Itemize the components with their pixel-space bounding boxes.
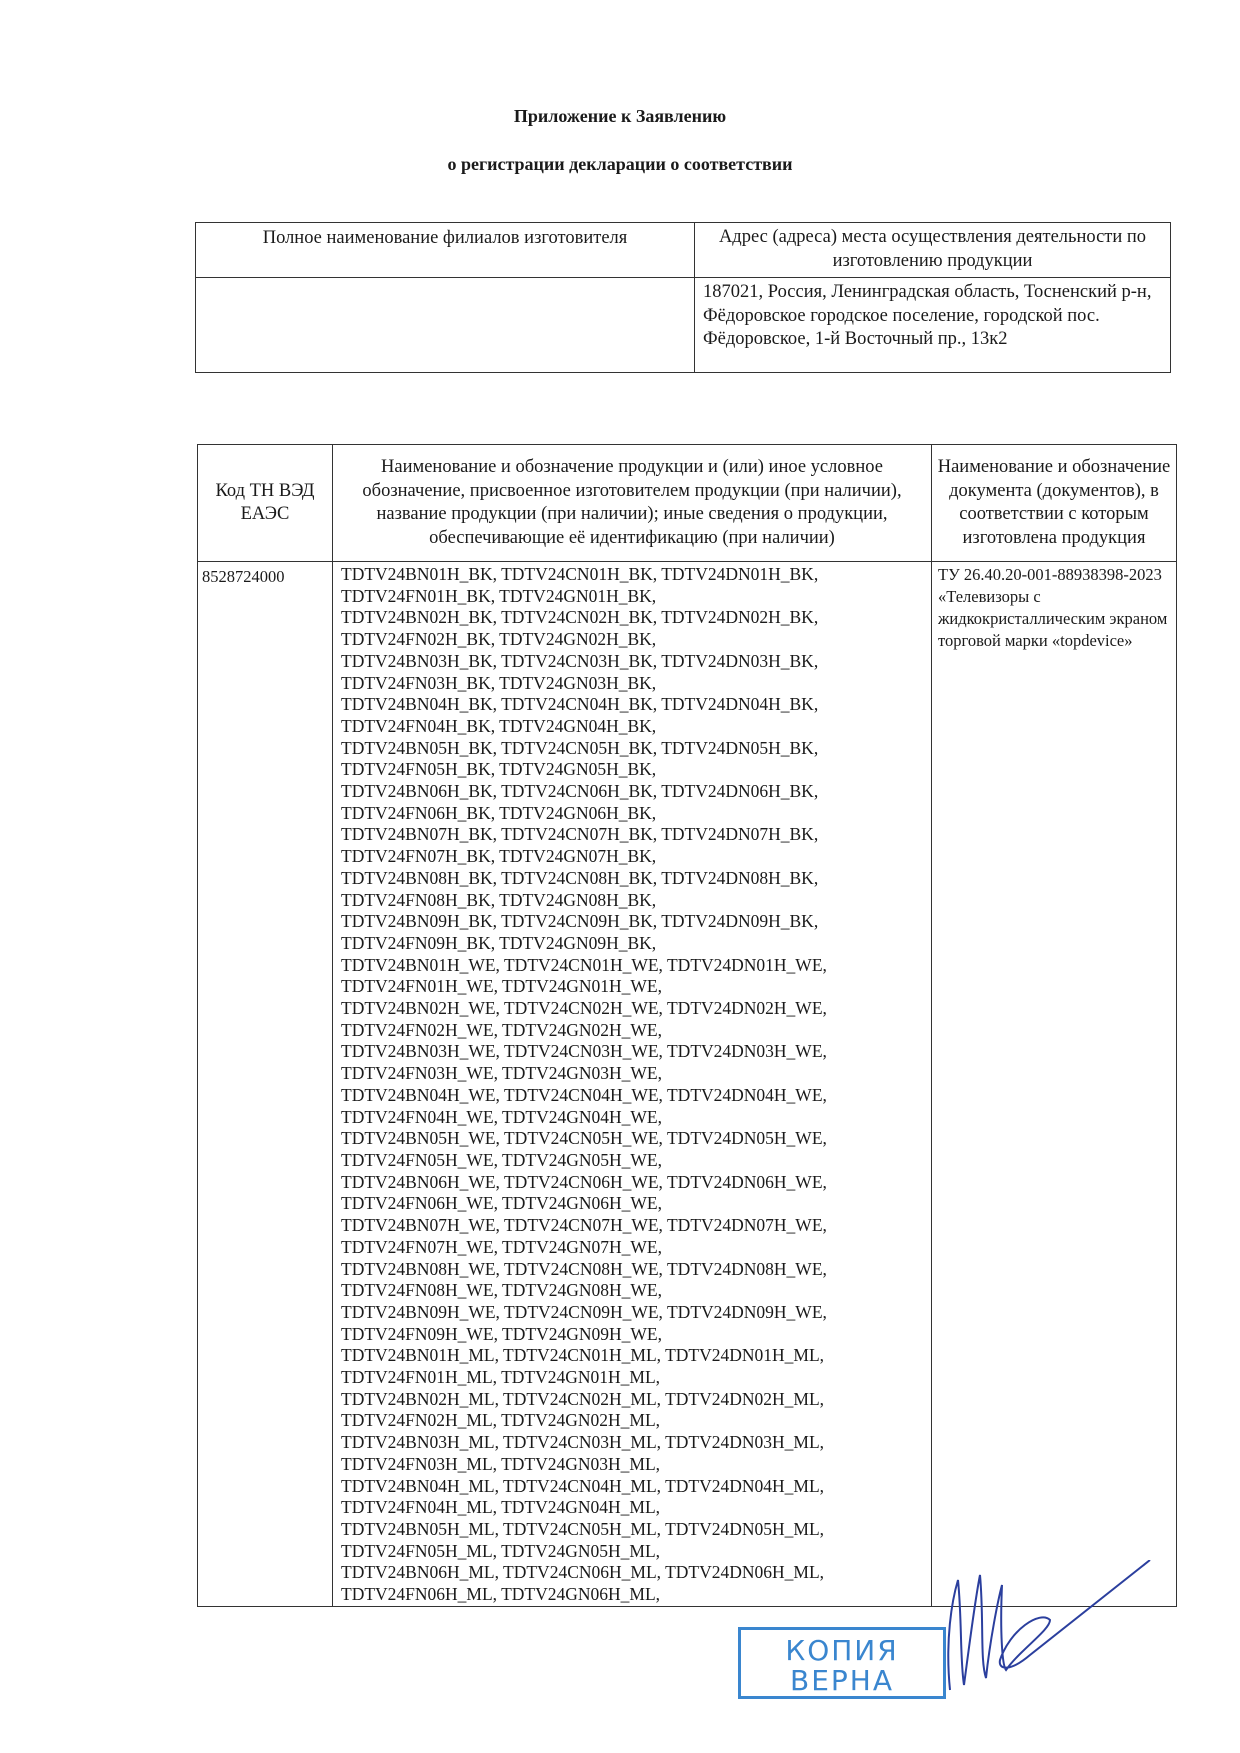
product-name-header: Наименование и обозначение продукции и (или) иное условное обозначение, присвоенное изготовителем продукции (при наличии), название продукции (при наличии); иные сведения о продукции, обеспечивающие её идентификацию (при наличии) [333, 445, 932, 562]
model-line: TDTV24FN04H_BK, TDTV24GN04H_BK, [341, 715, 657, 736]
model-line: TDTV24BN06H_WE, TDTV24CN06H_WE, TDTV24DN06H_WE, [341, 1171, 827, 1192]
model-line: TDTV24BN09H_BK, TDTV24CN09H_BK, TDTV24DN09H_BK, [341, 911, 819, 932]
model-line: TDTV24BN01H_ML, TDTV24CN01H_ML, TDTV24DN01H_ML, [341, 1345, 825, 1366]
model-line: TDTV24FN01H_BK, TDTV24GN01H_BK, [341, 585, 657, 606]
model-line: TDTV24FN09H_WE, TDTV24GN09H_WE, [341, 1323, 662, 1344]
hs-code-header: Код ТН ВЭД ЕАЭС [198, 445, 333, 562]
model-line: TDTV24BN07H_BK, TDTV24CN07H_BK, TDTV24DN07H_BK, [341, 824, 819, 845]
table-row [198, 562, 1177, 1607]
model-line: TDTV24FN02H_BK, TDTV24GN02H_BK, [341, 629, 657, 650]
table-row [196, 278, 1171, 373]
standard-document-cell: ТУ 26.40.20-001-88938398-2023 «Телевизоры с жидкокристаллическим экраном торговой марки «topdevice» [932, 562, 1177, 1607]
address-cell: 187021, Россия, Ленинградская область, Тосненский р-н, Фёдоровское городское поселение, городской пос. Фёдоровское, 1-й Восточный пр., 13к2 [695, 278, 1171, 373]
address-header: Адрес (адреса) места осуществления деятельности по изготовлению продукции [695, 223, 1171, 278]
model-line: TDTV24BN06H_ML, TDTV24CN06H_ML, TDTV24DN06H_ML, [341, 1562, 825, 1583]
model-line: TDTV24BN04H_WE, TDTV24CN04H_WE, TDTV24DN04H_WE, [341, 1084, 827, 1105]
copy-certified-stamp [738, 1627, 946, 1699]
model-line: TDTV24BN01H_BK, TDTV24CN01H_BK, TDTV24DN01H_BK, [341, 564, 819, 584]
model-line: TDTV24BN02H_ML, TDTV24CN02H_ML, TDTV24DN02H_ML, [341, 1388, 825, 1409]
model-line: TDTV24BN07H_WE, TDTV24CN07H_WE, TDTV24DN07H_WE, [341, 1215, 827, 1236]
model-line: TDTV24FN05H_ML, TDTV24GN05H_ML, [341, 1540, 661, 1561]
model-line: TDTV24FN03H_WE, TDTV24GN03H_WE, [341, 1063, 662, 1084]
model-line: TDTV24FN02H_ML, TDTV24GN02H_ML, [341, 1410, 661, 1431]
branch-name-cell [196, 278, 695, 373]
model-line: TDTV24BN09H_WE, TDTV24CN09H_WE, TDTV24DN09H_WE, [341, 1301, 827, 1322]
model-line: TDTV24FN01H_ML, TDTV24GN01H_ML, [341, 1367, 661, 1388]
model-line: TDTV24BN05H_BK, TDTV24CN05H_BK, TDTV24DN05H_BK, [341, 737, 819, 758]
model-line: TDTV24FN08H_BK, TDTV24GN08H_BK, [341, 889, 657, 910]
branches-table [195, 222, 1171, 373]
model-line: TDTV24BN02H_WE, TDTV24CN02H_WE, TDTV24DN02H_WE, [341, 998, 827, 1019]
branches-header-row [196, 223, 1171, 278]
model-line: TDTV24FN09H_BK, TDTV24GN09H_BK, [341, 932, 657, 953]
model-line: TDTV24FN03H_ML, TDTV24GN03H_ML, [341, 1453, 661, 1474]
model-line: TDTV24FN08H_WE, TDTV24GN08H_WE, [341, 1280, 662, 1301]
document-subtitle: о регистрации декларации о соответствии [447, 154, 793, 174]
handwritten-signature [940, 1560, 1160, 1700]
model-line: TDTV24FN05H_BK, TDTV24GN05H_BK, [341, 759, 657, 780]
signature-stroke [948, 1560, 1150, 1690]
model-line: TDTV24FN06H_ML, TDTV24GN06H_ML, [341, 1584, 661, 1605]
model-line: TDTV24BN06H_BK, TDTV24CN06H_BK, TDTV24DN06H_BK, [341, 781, 819, 802]
model-line: TDTV24FN04H_WE, TDTV24GN04H_WE, [341, 1106, 662, 1127]
model-list-cell [333, 562, 932, 1607]
model-line: TDTV24BN02H_BK, TDTV24CN02H_BK, TDTV24DN02H_BK, [341, 607, 819, 628]
model-line: TDTV24BN04H_ML, TDTV24CN04H_ML, TDTV24DN04H_ML, [341, 1475, 825, 1496]
model-line: TDTV24FN05H_WE, TDTV24GN05H_WE, [341, 1149, 662, 1170]
model-line: TDTV24BN05H_WE, TDTV24CN05H_WE, TDTV24DN05H_WE, [341, 1128, 827, 1149]
model-line: TDTV24BN04H_BK, TDTV24CN04H_BK, TDTV24DN04H_BK, [341, 694, 819, 715]
model-line: TDTV24BN08H_WE, TDTV24CN08H_WE, TDTV24DN08H_WE, [341, 1258, 827, 1279]
model-line: TDTV24BN03H_BK, TDTV24CN03H_BK, TDTV24DN03H_BK, [341, 650, 819, 671]
model-line: TDTV24FN04H_ML, TDTV24GN04H_ML, [341, 1497, 661, 1518]
model-line: TDTV24FN06H_WE, TDTV24GN06H_WE, [341, 1193, 662, 1214]
stamp-line-1: КОПИЯ [785, 1634, 899, 1667]
model-line: TDTV24BN03H_ML, TDTV24CN03H_ML, TDTV24DN03H_ML, [341, 1432, 825, 1453]
document-title: Приложение к Заявлению [513, 106, 727, 126]
model-line: TDTV24FN01H_WE, TDTV24GN01H_WE, [341, 976, 662, 997]
model-line: TDTV24FN07H_BK, TDTV24GN07H_BK, [341, 846, 657, 867]
model-line: TDTV24FN07H_WE, TDTV24GN07H_WE, [341, 1236, 662, 1257]
model-line: TDTV24BN08H_BK, TDTV24CN08H_BK, TDTV24DN08H_BK, [341, 867, 819, 888]
model-line: TDTV24FN06H_BK, TDTV24GN06H_BK, [341, 802, 657, 823]
document-header: Наименование и обозначение документа (документов), в соответствии с которым изготовлена продукция [932, 445, 1177, 562]
products-table [197, 444, 1177, 1607]
model-line: TDTV24BN05H_ML, TDTV24CN05H_ML, TDTV24DN05H_ML, [341, 1518, 825, 1539]
hs-code-cell: 8528724000 [198, 562, 333, 1607]
stamp-line-2: ВЕРНА [790, 1664, 894, 1697]
model-line: TDTV24BN03H_WE, TDTV24CN03H_WE, TDTV24DN03H_WE, [341, 1041, 827, 1062]
model-line: TDTV24FN02H_WE, TDTV24GN02H_WE, [341, 1019, 662, 1040]
model-line: TDTV24BN01H_WE, TDTV24CN01H_WE, TDTV24DN01H_WE, [341, 954, 827, 975]
branch-name-header: Полное наименование филиалов изготовителя [196, 223, 695, 278]
model-line: TDTV24FN03H_BK, TDTV24GN03H_BK, [341, 672, 657, 693]
products-header-row [198, 445, 1177, 562]
